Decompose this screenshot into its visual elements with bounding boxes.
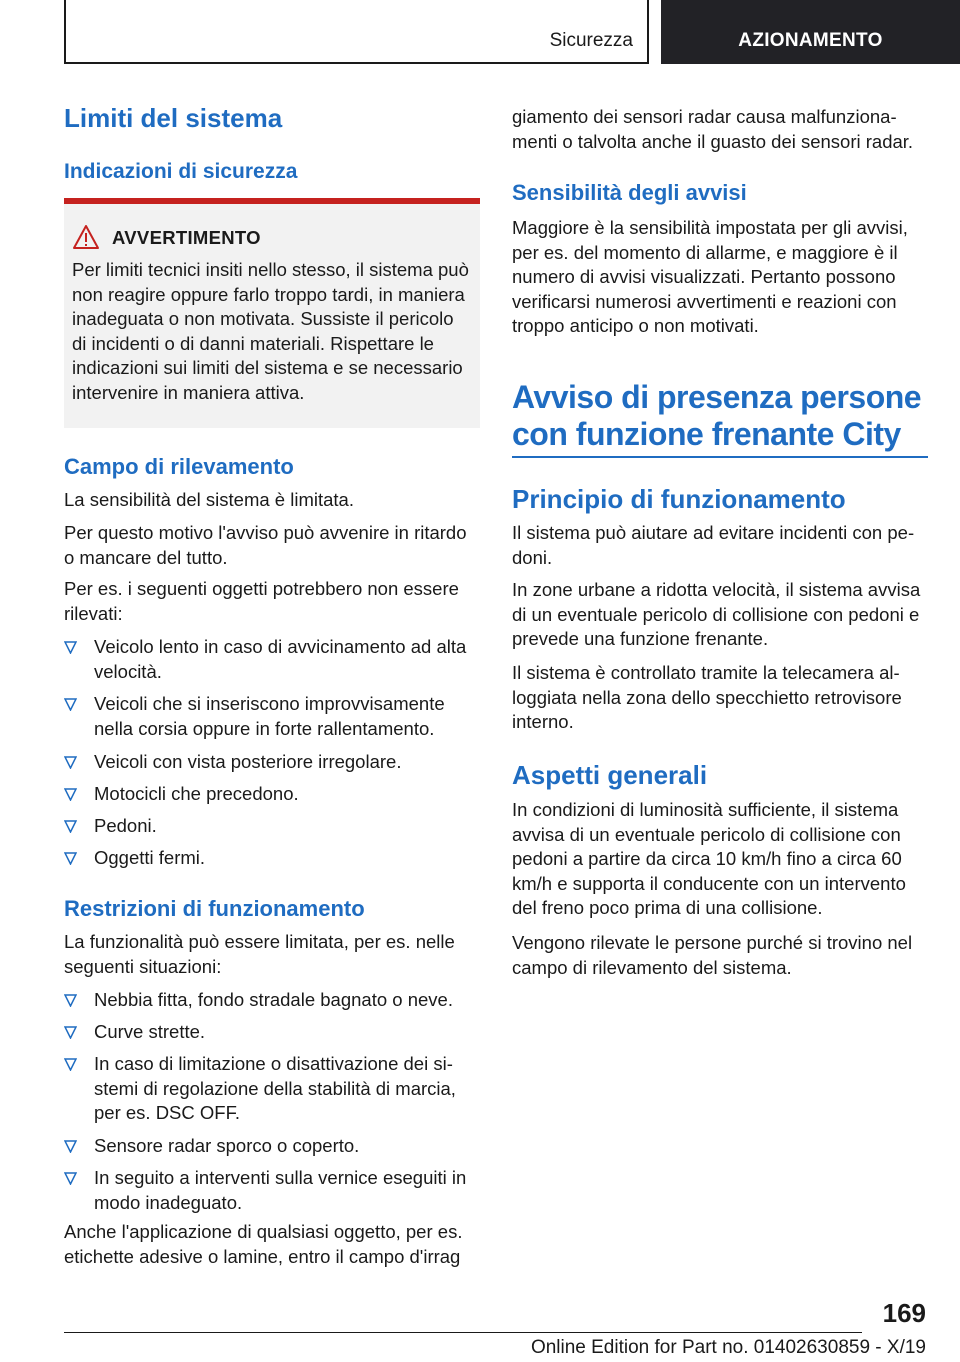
list-item-text: Oggetti fermi.	[94, 847, 206, 868]
list-item-text: Sensore radar sporco o coperto.	[94, 1135, 360, 1156]
general-paragraph-2: Vengono rilevate le persone purché si trovino nel campo di rilevamento del sistema.	[512, 932, 913, 978]
restrictions-heading: Restrizioni di funzionamento	[64, 896, 365, 921]
footer-rule	[64, 1332, 862, 1333]
detection-paragraph-3: Per es. i seguenti oggetti potrebbero non essere rilevati:	[64, 578, 459, 624]
warning-text: Per limiti tecnici insiti nello stesso, il sistema può non reagire oppure farlo troppo tardi, in maniera inadeguata o non motivata. Sussiste il pericolo di incidenti o di danni materiali. Rispettare le indicazioni sui limiti del sistema e se necessario intervenire in maniera attiva.	[72, 259, 469, 403]
list-item-text: Motocicli che precedono.	[94, 783, 299, 804]
list-item-text: Curve strette.	[94, 1021, 206, 1042]
bullet-triangle-icon	[64, 756, 77, 769]
sensitivity-paragraph: Maggiore è la sensibilità impostata per gli avvisi, per es. del momento di allarme, e maggiore è il numero di avvisi visualizzati. Pertanto possono verificarsi numerosi avvertimenti e reazioni con troppo anticipo o non motivati.	[512, 217, 908, 336]
bullet-triangle-icon	[64, 641, 77, 654]
bullet-triangle-icon	[64, 698, 77, 711]
list-item	[64, 1020, 480, 1045]
detection-paragraph-1: La sensibilità del sistema è limitata.	[64, 489, 354, 510]
principle-paragraph-1: Il sistema può aiutare ad evitare incidenti con pedoni.	[512, 522, 915, 568]
bullet-triangle-icon	[64, 1026, 77, 1039]
section-title-line-2: con funzione frenante City	[512, 416, 901, 452]
section-label: Sicurezza	[549, 30, 633, 51]
bullet-triangle-icon	[64, 788, 77, 801]
general-heading: Aspetti generali	[512, 760, 708, 790]
safety-heading: Indicazioni di sicurezza	[64, 160, 298, 183]
list-item-text: Nebbia fitta, fondo stradale bagnato o neve.	[94, 989, 453, 1010]
list-item-text: In caso di limitazione o disattivazione dei sistemi di regolazione della stabilità di marcia, per es. DSC OFF.	[94, 1053, 456, 1123]
bullet-triangle-icon	[64, 1058, 77, 1071]
principle-paragraph-2: In zone urbane a ridotta velocità, il sistema avvisa di un eventuale pericolo di collisione con pedoni e prevede una funzione frenante.	[512, 579, 921, 649]
list-item	[64, 750, 480, 775]
section-title-line-1: Avviso di presenza persone	[512, 379, 922, 415]
header-section-tab	[64, 0, 649, 64]
list-item-text: Veicoli con vista posteriore irregolare.	[94, 751, 402, 772]
list-item	[64, 692, 480, 741]
list-item	[64, 814, 480, 839]
list-item-text: Veicolo lento in caso di avvicinamento ad alta velocità.	[94, 636, 467, 682]
detection-paragraph-2: Per questo motivo l'avviso può avvenire in ritardo o mancare del tutto.	[64, 522, 467, 568]
page-title: Limiti del sistema	[64, 103, 283, 133]
bullet-triangle-icon	[64, 1140, 77, 1153]
continued-paragraph: giamento dei sensori radar causa malfunzionamenti o talvolta anche il guasto dei sensori radar.	[512, 106, 914, 152]
list-item-text: Pedoni.	[94, 815, 157, 836]
principle-paragraph-3: Il sistema è controllato tramite la telecamera alloggiata nella zona dello specchietto retrovisore interno.	[512, 662, 902, 732]
bullet-triangle-icon	[64, 1172, 77, 1185]
list-item-text: In seguito a interventi sulla vernice eseguiti in modo inadeguato.	[94, 1167, 467, 1213]
edition-note: Online Edition for Part no. 01402630859 - X/19	[530, 1337, 926, 1358]
detection-heading: Campo di rilevamento	[64, 454, 294, 479]
list-item	[64, 1052, 480, 1126]
list-item	[64, 635, 480, 684]
warning-title: AVVERTIMENTO	[112, 227, 261, 248]
principle-heading: Principio di funzionamento	[512, 484, 846, 514]
bullet-triangle-icon	[64, 852, 77, 865]
page-number: 169	[882, 1298, 926, 1328]
warning-triangle-icon	[72, 224, 100, 250]
bullet-triangle-icon	[64, 820, 77, 833]
bullet-triangle-icon	[64, 994, 77, 1007]
list-item	[64, 988, 480, 1013]
header-chapter-tab	[661, 0, 960, 64]
restrictions-paragraph-1: La funzionalità può essere limitata, per es. nelle seguenti situazioni:	[64, 931, 455, 977]
list-item	[64, 1166, 480, 1215]
chapter-label: AZIONAMENTO	[738, 30, 883, 51]
list-item	[64, 1134, 480, 1159]
restrictions-paragraph-2: Anche l'applicazione di qualsiasi oggetto, per es. etichette adesive o lamine, entro il campo d'irrag	[64, 1221, 463, 1267]
sensitivity-heading: Sensibilità degli avvisi	[512, 180, 747, 205]
list-item	[64, 782, 480, 807]
list-item	[64, 846, 480, 871]
list-item-text: Veicoli che si inseriscono improvvisamente nella corsia oppure in forte rallentamento.	[94, 693, 445, 739]
section-title-rule	[512, 456, 928, 458]
general-paragraph-1: In condizioni di luminosità sufficiente, il sistema avvisa di un eventuale pericolo di collisione con pedoni a partire da circa 10 km/h fino a circa 60 km/h e supporta il conducente con un intervento del freno poco prima di una collisione.	[512, 799, 906, 918]
